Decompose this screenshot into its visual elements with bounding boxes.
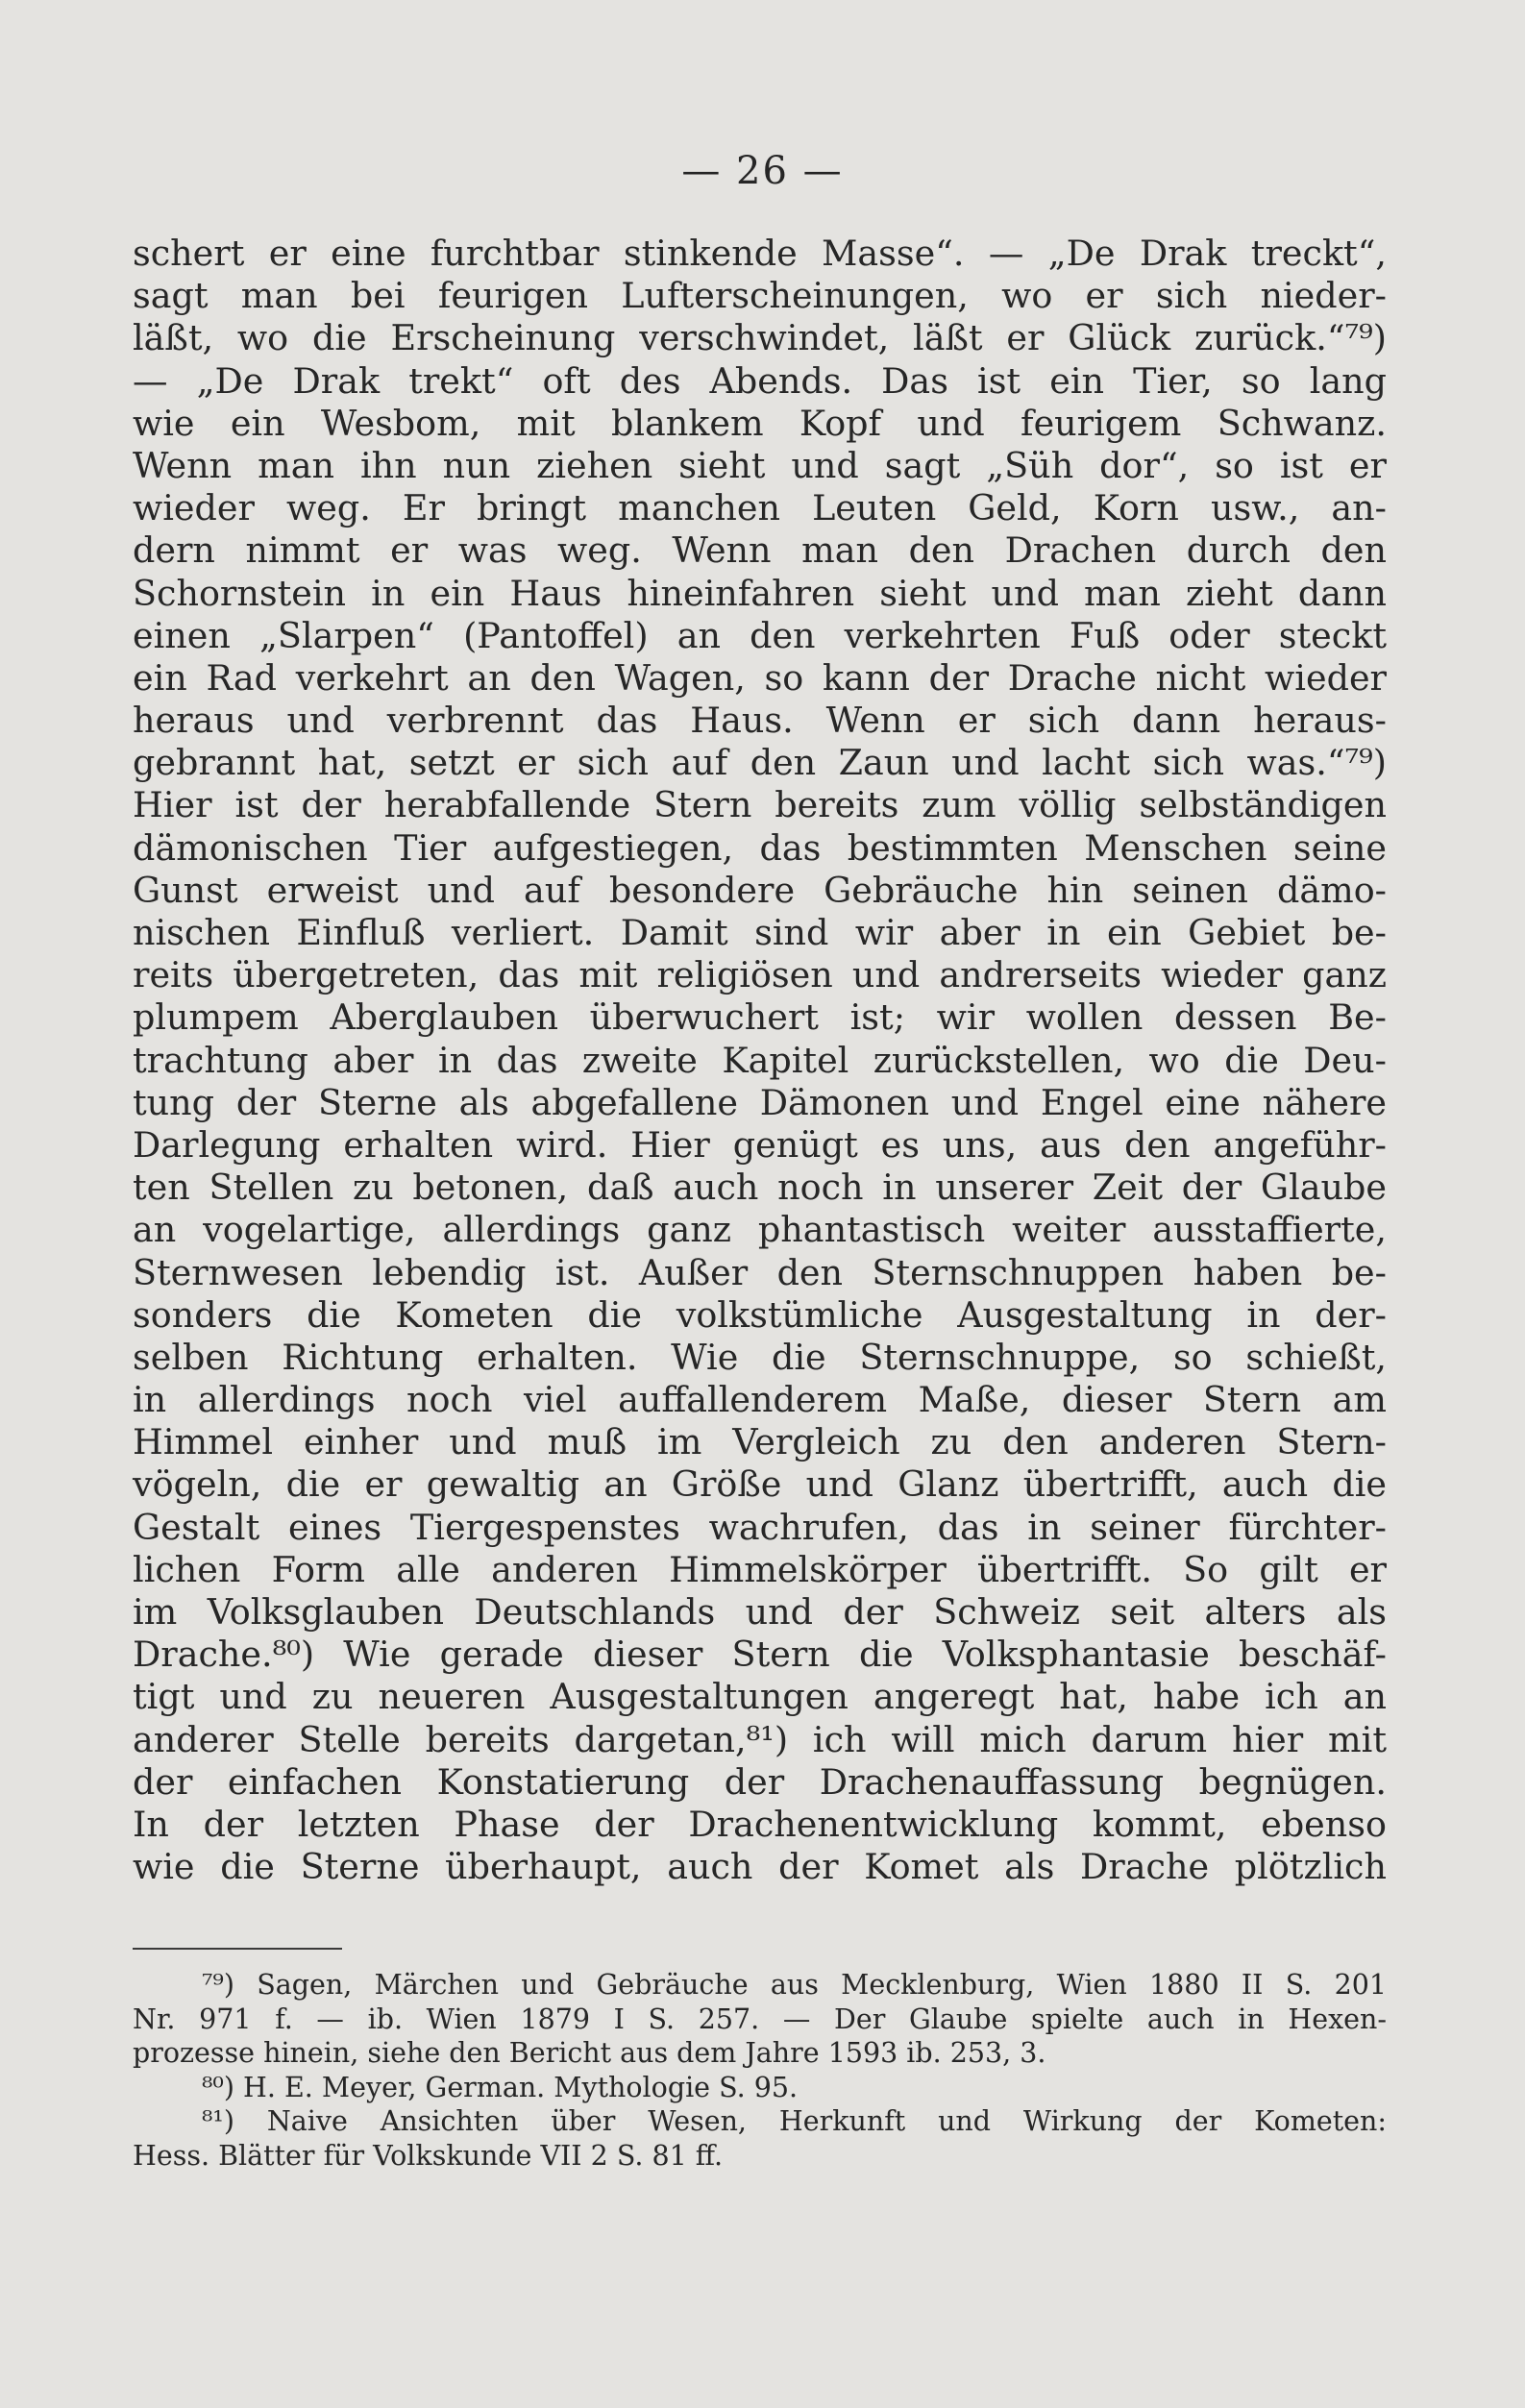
text-line: In der letzten Phase der Drachenentwicklung kommt, ebenso [133, 1803, 1387, 1845]
text-line: Gunst erweist und auf besondere Gebräuche hin seinen dämo- [133, 869, 1387, 911]
text-line: vögeln, die er gewaltig an Größe und Glanz übertrifft, auch die [133, 1463, 1387, 1506]
page-number: — 26 — [681, 149, 844, 193]
text-line: an vogelartige, allerdings ganz phantastisch weiter ausstaffierte, [133, 1209, 1387, 1251]
text-line: — „De Drak trekt“ oft des Abends. Das ist ein Tier, so lang [133, 359, 1387, 402]
text-line: nischen Einfluß verliert. Damit sind wir aber in ein Gebiet be- [133, 912, 1387, 953]
body-text [133, 233, 1387, 1888]
text-line: dern nimmt er was weg. Wenn man den Drachen durch den [133, 529, 1387, 572]
text-line: Darlegung erhalten wird. Hier genügt es uns, aus den angeführ- [133, 1123, 1387, 1166]
text-line: Sternwesen lebendig ist. Außer den Sternschnuppen haben be- [133, 1251, 1387, 1293]
text-line: heraus und verbrennt das Haus. Wenn er sich dann heraus- [133, 700, 1387, 742]
text-line: der einfachen Konstatierung der Drachenauffassung begnügen. [133, 1760, 1387, 1803]
text-line: Drache.⁸⁰) Wie gerade dieser Stern die Volksphantasie beschäf- [133, 1634, 1387, 1676]
text-line: wie die Sterne überhaupt, auch der Komet als Drache plötzlich [133, 1846, 1387, 1888]
text-line: wie ein Wesbom, mit blankem Kopf und feurigem Schwanz. [133, 402, 1387, 444]
text-line: reits übergetreten, das mit religiösen und andrerseits wieder ganz [133, 954, 1387, 996]
text-line: sagt man bei feurigen Lufterscheinungen, wo er sich nieder- [133, 275, 1387, 317]
text-line: wieder weg. Er bringt manchen Leuten Geld, Korn usw., an- [133, 487, 1387, 529]
text-line: läßt, wo die Erscheinung verschwindet, läßt er Glück zurück.“⁷⁹) [133, 317, 1387, 359]
text-line: ein Rad verkehrt an den Wagen, so kann der Drache nicht wieder [133, 656, 1387, 699]
footnote-80: ⁸⁰) H. E. Meyer, German. Mythologie S. 95. [202, 2071, 799, 2103]
text-line: dämonischen Tier aufgestiegen, das bestimmten Menschen seine [133, 826, 1387, 869]
text-line: Wenn man ihn nun ziehen sieht und sagt „Süh dor“, so ist er [133, 444, 1387, 486]
text-line: Gestalt eines Tiergespenstes wachrufen, das in seiner fürchter- [133, 1506, 1387, 1548]
footnote-81-line: Hess. Blätter für Volkskunde VII 2 S. 81 ff. [133, 2139, 724, 2172]
text-line: einen „Slarpen“ (Pantoffel) an den verkehrten Fuß oder steckt [133, 614, 1387, 656]
text-line: trachtung aber in das zweite Kapitel zurückstellen, wo die Deu- [133, 1039, 1387, 1081]
text-line: selben Richtung erhalten. Wie die Sternschnuppe, so schießt, [133, 1336, 1387, 1378]
text-line: tung der Sterne als abgefallene Dämonen und Engel eine nähere [133, 1081, 1387, 1123]
text-line: Himmel einher und muß im Vergleich zu den anderen Stern- [133, 1421, 1387, 1463]
text-line: Schornstein in ein Haus hineinfahren sieht und man zieht dann [133, 572, 1387, 614]
text-line: anderer Stelle bereits dargetan,⁸¹) ich will mich darum hier mit [133, 1718, 1387, 1760]
text-line: schert er eine furchtbar stinkende Masse“. — „De Drak treckt“, [133, 233, 1387, 274]
text-line: Hier ist der herabfallende Stern bereits zum völlig selbständigen [133, 784, 1387, 826]
footnote-79-line: ⁷⁹) Sagen, Märchen und Gebräuche aus Mecklenburg, Wien 1880 II S. 201 [202, 1969, 1387, 2001]
footnote-79-line: prozesse hinein, siehe den Bericht aus dem Jahre 1593 ib. 253, 3. [133, 2037, 1046, 2069]
footnote-81-line: ⁸¹) Naive Ansichten über Wesen, Herkunft und Wirkung der Kometen: [202, 2105, 1387, 2137]
footnote-divider [133, 1948, 342, 1950]
footnote-79-line: Nr. 971 f. — ib. Wien 1879 I S. 257. — Der Glaube spielte auch in Hexen- [133, 2003, 1387, 2035]
text-line: sonders die Kometen die volkstümliche Ausgestaltung in der- [133, 1293, 1387, 1336]
text-line: in allerdings noch viel auffallenderem Maße, dieser Stern am [133, 1379, 1387, 1421]
text-line: tigt und zu neueren Ausgestaltungen angeregt hat, habe ich an [133, 1676, 1387, 1718]
text-line: gebrannt hat, setzt er sich auf den Zaun und lacht sich was.“⁷⁹) [133, 742, 1387, 784]
text-line: im Volksglauben Deutschlands und der Schweiz seit alters als [133, 1591, 1387, 1633]
text-line: ten Stellen zu betonen, daß auch noch in unserer Zeit der Glaube [133, 1167, 1387, 1209]
text-line: lichen Form alle anderen Himmelskörper übertrifft. So gilt er [133, 1548, 1387, 1590]
text-line: plumpem Aberglauben überwuchert ist; wir wollen dessen Be- [133, 996, 1387, 1039]
footnotes [133, 1968, 1387, 2173]
